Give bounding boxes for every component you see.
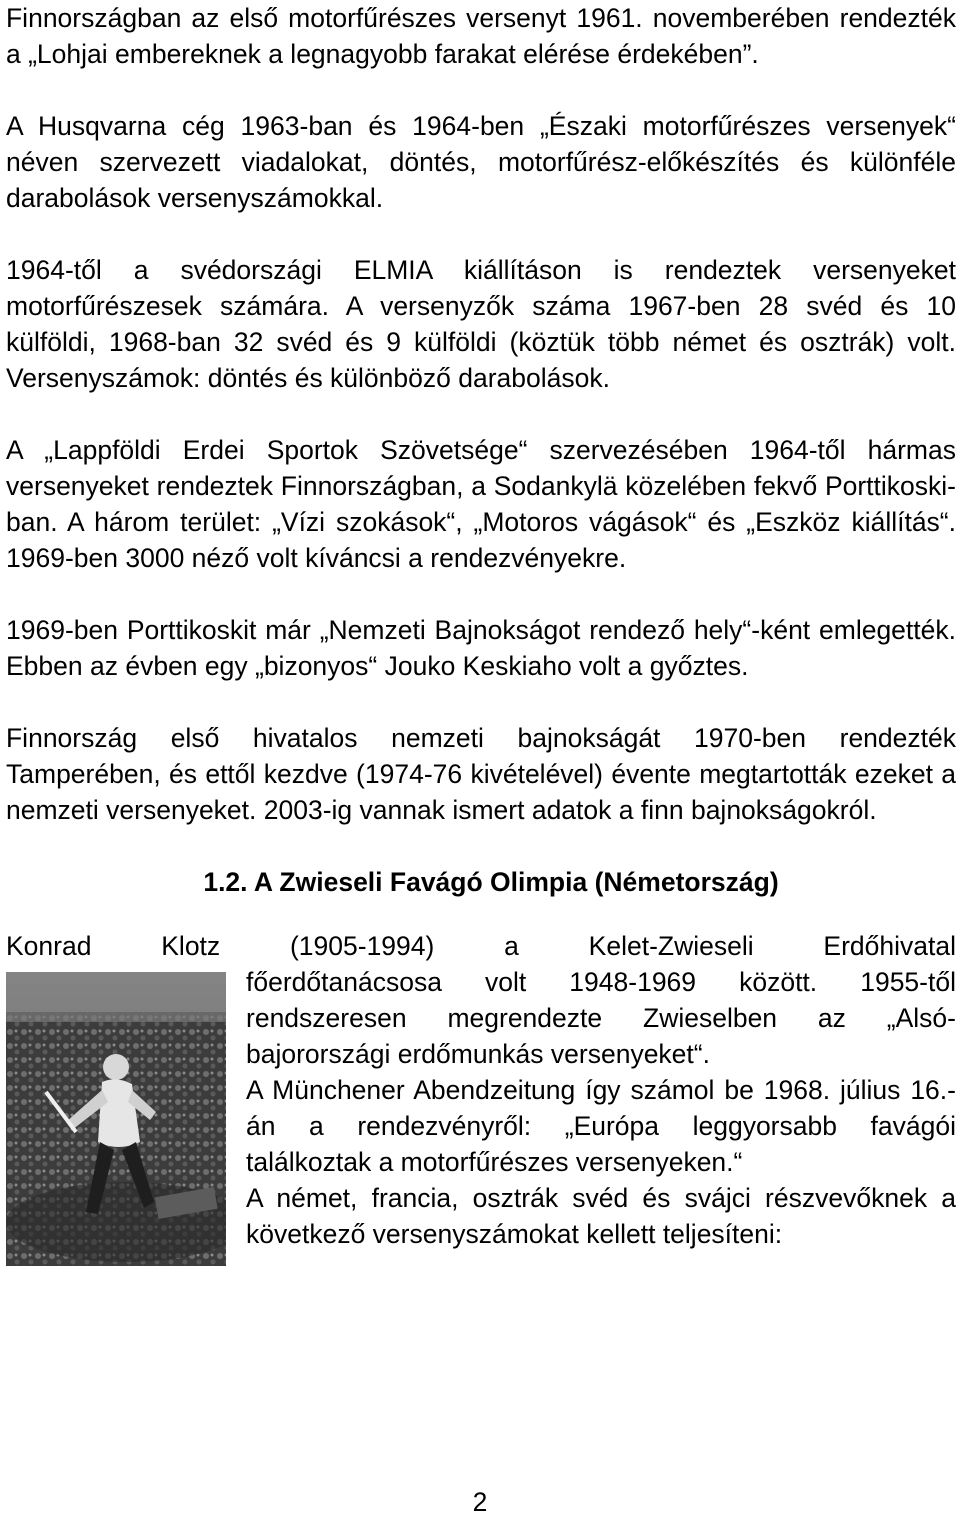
- paragraph-husqvarna: A Husqvarna cég 1963-ban és 1964-ben „Északi motorfűrészes versenyek“ néven szervezett viadalokat, döntés, motorfűrész-előkészítés és különféle darabolások versenyszámokkal.: [6, 111, 956, 213]
- konrad-klotz-intro: Konrad Klotz (1905-1994) a Kelet-Zwieseli Erdőhivatal: [6, 931, 956, 961]
- woodcutter-photo: [6, 972, 226, 1266]
- klotz-paragraph: főerdőtanácsosa volt 1948-1969 között. 1955-től rendszeresen megrendezte Zwieselben az „Alsó-bajorországi erdőmunkás versenyeket“.: [246, 967, 956, 1069]
- section-heading: 1.2. A Zwieseli Favágó Olimpia (Németország): [203, 867, 779, 897]
- paragraph-elmia: 1964-től a svédországi ELMIA kiállításon is rendeztek versenyeket motorfűrészesek számára. A versenyzők száma 1967-ben 28 svéd és 10 külföldi, 1968-ban 32 svéd és 9 külföldi (köztük több német és osztrák) volt. Versenyszámok: döntés és különböző darabolások.: [6, 255, 956, 393]
- munich-report-paragraph: A Münchener Abendzeitung így számol be 1968. július 16.-án a rendezvényről: „Európa leggyorsabb favágói találkoztak a motorfűrészes versenyeken.“: [246, 1075, 956, 1177]
- page-number: 2: [472, 1487, 488, 1517]
- right-column-text: [246, 964, 956, 1252]
- participants-paragraph: A német, francia, osztrák svéd és svájci részvevőknek a következő versenyszámokat kellett teljesíteni:: [246, 1183, 956, 1249]
- zwiesel-section: [6, 928, 956, 1252]
- paragraph-national-championship: Finnország első hivatalos nemzeti bajnokságát 1970-ben rendezték Tamperében, és ettől kezdve (1974-76 kivételével) évente megtartották ezeket a nemzeti versenyeket. 2003-ig vannak ismert adatok a finn bajnokságokról.: [6, 723, 956, 825]
- paragraph-finnish-first-contest: Finnországban az első motorfűrészes versenyt 1961. novemberében rendezték a „Lohjai embereknek a legnagyobb farakat elérése érdekében”.: [6, 3, 956, 69]
- paragraph-lappland: A „Lappföldi Erdei Sportok Szövetsége“ szervezésében 1964-től hármas versenyeket rendeztek Finnországban, a Sodankylä közelében fekvő Porttikoski-ban. A három terület: „Vízi szokások“, „Motoros vágások“ és „Eszköz kiállítás“. 1969-ben 3000 néző volt kíváncsi a rendezvényekre.: [6, 435, 956, 573]
- document-page: [6, 0, 956, 1252]
- paragraph-porttikoski: 1969-ben Porttikoskit már „Nemzeti Bajnokságot rendező hely“-ként emlegették. Ebben az évben egy „bizonyos“ Jouko Keskiaho volt a győztes.: [6, 615, 956, 681]
